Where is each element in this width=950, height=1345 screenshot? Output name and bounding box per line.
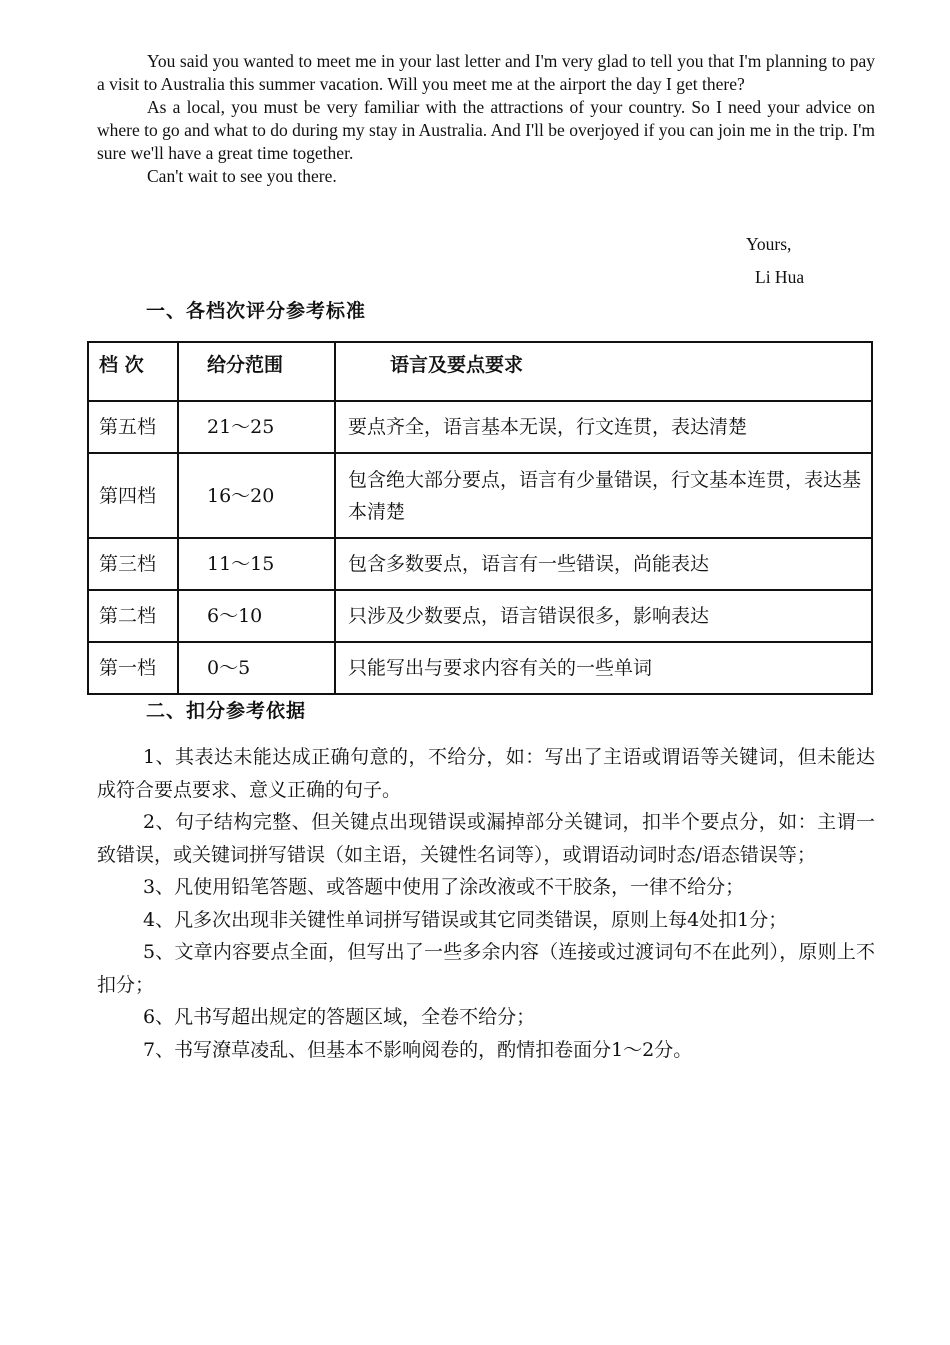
requirement-cell: 包含多数要点，语言有一些错误，尚能表达	[335, 538, 872, 590]
grade-cell: 第四档	[88, 453, 178, 538]
section-1-title: 一、各档次评分参考标准	[146, 300, 367, 322]
score-range-cell: 0～5	[178, 642, 335, 694]
table-row	[88, 538, 872, 590]
grade-cell: 第一档	[88, 642, 178, 694]
grade-cell: 第二档	[88, 590, 178, 642]
rule-item-3: 3、凡使用铅笔答题、或答题中使用了涂改液或不干胶条，一律不给分；	[143, 876, 745, 898]
rule-item-2: 2、句子结构完整、但关键点出现错误或漏掉部分关键词，扣半个要点分，如：主谓一致错误，或关键词拼写错误（如主语，关键性名词等），或谓语动词时态/语态错误等；	[97, 811, 875, 866]
scoring-table	[87, 341, 873, 695]
requirement-cell: 包含绝大部分要点，语言有少量错误，行文基本连贯，表达基本清楚	[335, 453, 872, 538]
score-range-cell: 21～25	[178, 401, 335, 453]
table-header-row	[88, 342, 872, 401]
header-grade: 档 次	[88, 342, 178, 401]
header-requirements: 语言及要点要求	[335, 342, 872, 401]
letter-signature: Li Hua	[755, 267, 805, 287]
letter-paragraph-3: Can't wait to see you there.	[147, 166, 337, 186]
table-row	[88, 401, 872, 453]
deduction-rules	[97, 741, 875, 1066]
letter-paragraph-2: As a local, you must be very familiar with the attractions of your country. So I need your advice on where to go and what to do during my stay in Australia. And I'll be overjoyed if you can join me in the trip. I'm sure we'll have a great time together.	[97, 97, 875, 163]
score-range-cell: 6～10	[178, 590, 335, 642]
grade-cell: 第五档	[88, 401, 178, 453]
header-score-range: 给分范围	[178, 342, 335, 401]
section-2-title: 二、扣分参考依据	[146, 700, 307, 722]
requirement-cell: 要点齐全，语言基本无误，行文连贯，表达清楚	[335, 401, 872, 453]
table-row	[88, 642, 872, 694]
letter-body	[97, 50, 875, 188]
letter-paragraph-1: You said you wanted to meet me in your last letter and I'm very glad to tell you that I'm planning to pay a visit to Australia this summer vacation. Will you meet me at the airport the day I get there?	[97, 51, 875, 94]
rule-item-6: 6、凡书写超出规定的答题区域，全卷不给分；	[143, 1006, 536, 1028]
letter-closing: Yours,	[746, 234, 792, 254]
grade-cell: 第三档	[88, 538, 178, 590]
table-row	[88, 590, 872, 642]
score-range-cell: 16～20	[178, 453, 335, 538]
requirement-cell: 只涉及少数要点，语言错误很多，影响表达	[335, 590, 872, 642]
table-row	[88, 453, 872, 538]
rule-item-4: 4、凡多次出现非关键性单词拼写错误或其它同类错误，原则上每4处扣1分；	[143, 908, 788, 931]
rule-item-5: 5、文章内容要点全面，但写出了一些多余内容（连接或过渡词句不在此列），原则上不扣分；	[97, 941, 875, 996]
requirement-cell: 只能写出与要求内容有关的一些单词	[335, 642, 872, 694]
rule-item-1: 1、其表达未能达成正确句意的，不给分，如：写出了主语或谓语等关键词，但未能达成符合要点要求、意义正确的句子。	[97, 746, 875, 801]
rule-item-7: 7、书写潦草凌乱、但基本不影响阅卷的，酌情扣卷面分1～2分。	[143, 1038, 693, 1061]
score-range-cell: 11～15	[178, 538, 335, 590]
